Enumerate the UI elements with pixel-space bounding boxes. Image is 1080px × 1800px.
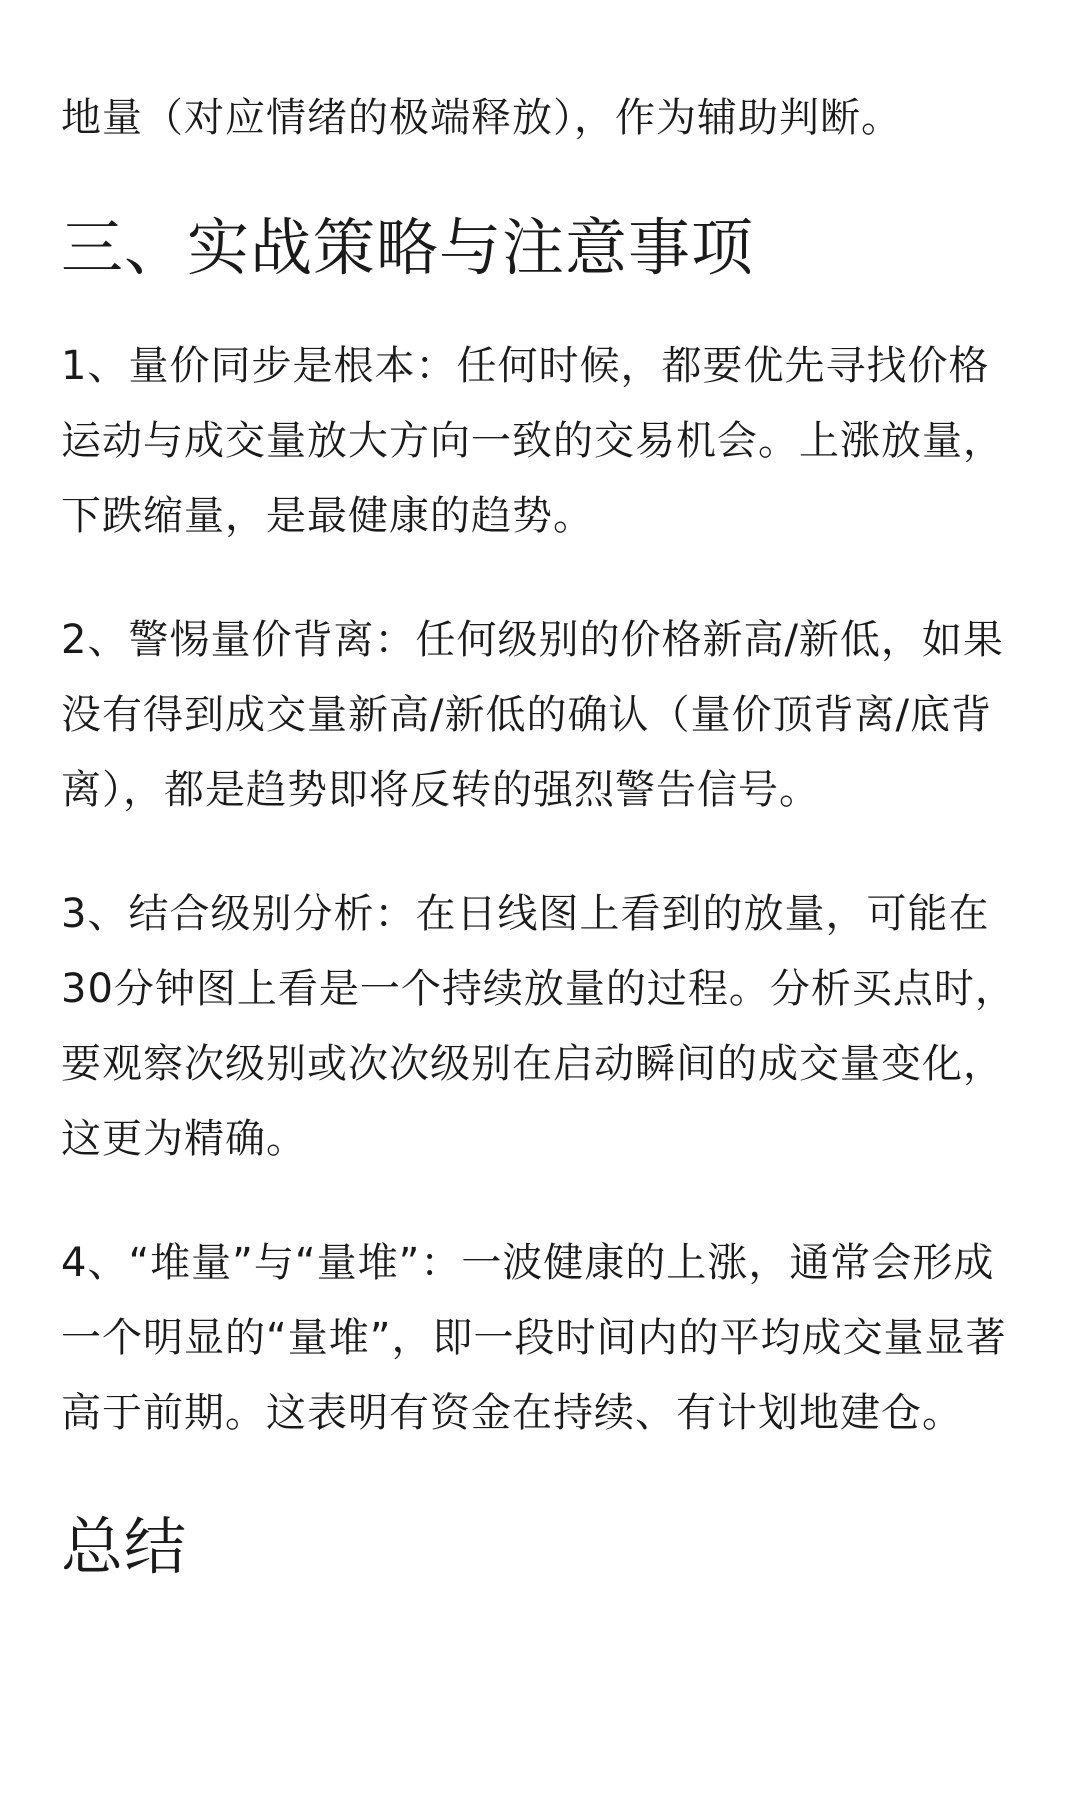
strategy-point-2: 2、警惕量价背离：任何级别的价格新高/新低，如果没有得到成交量新高/新低的确认（量价顶背离/底背离），都是趋势即将反转的强烈警告信号。 <box>61 617 1004 813</box>
strategy-point-3: 3、结合级别分析：在日线图上看到的放量，可能在30分钟图上看是一个持续放量的过程。分析买点时，要观察次级别或次次级别在启动瞬间的成交量变化，这更为精确。 <box>61 891 1016 1162</box>
section-heading: 三、实战策略与注意事项 <box>61 211 755 284</box>
strategy-point-1: 1、量价同步是根本：任何时候，都要优先寻找价格运动与成交量放大方向一致的交易机会。上涨放量，下跌缩量，是最健康的趋势。 <box>61 343 1004 539</box>
summary-heading: 总结 <box>61 1510 188 1583</box>
strategy-point-4: 4、“堆量”与“量堆”：一波健康的上涨，通常会形成一个明显的“量堆”，即一段时间内的平均成交量显著高于前期。这表明有资金在持续、有计划地建仓。 <box>61 1240 1007 1436</box>
article-body <box>61 0 1027 1592</box>
lead-paragraph: 地量（对应情绪的极端释放），作为辅助判断。 <box>61 95 902 141</box>
